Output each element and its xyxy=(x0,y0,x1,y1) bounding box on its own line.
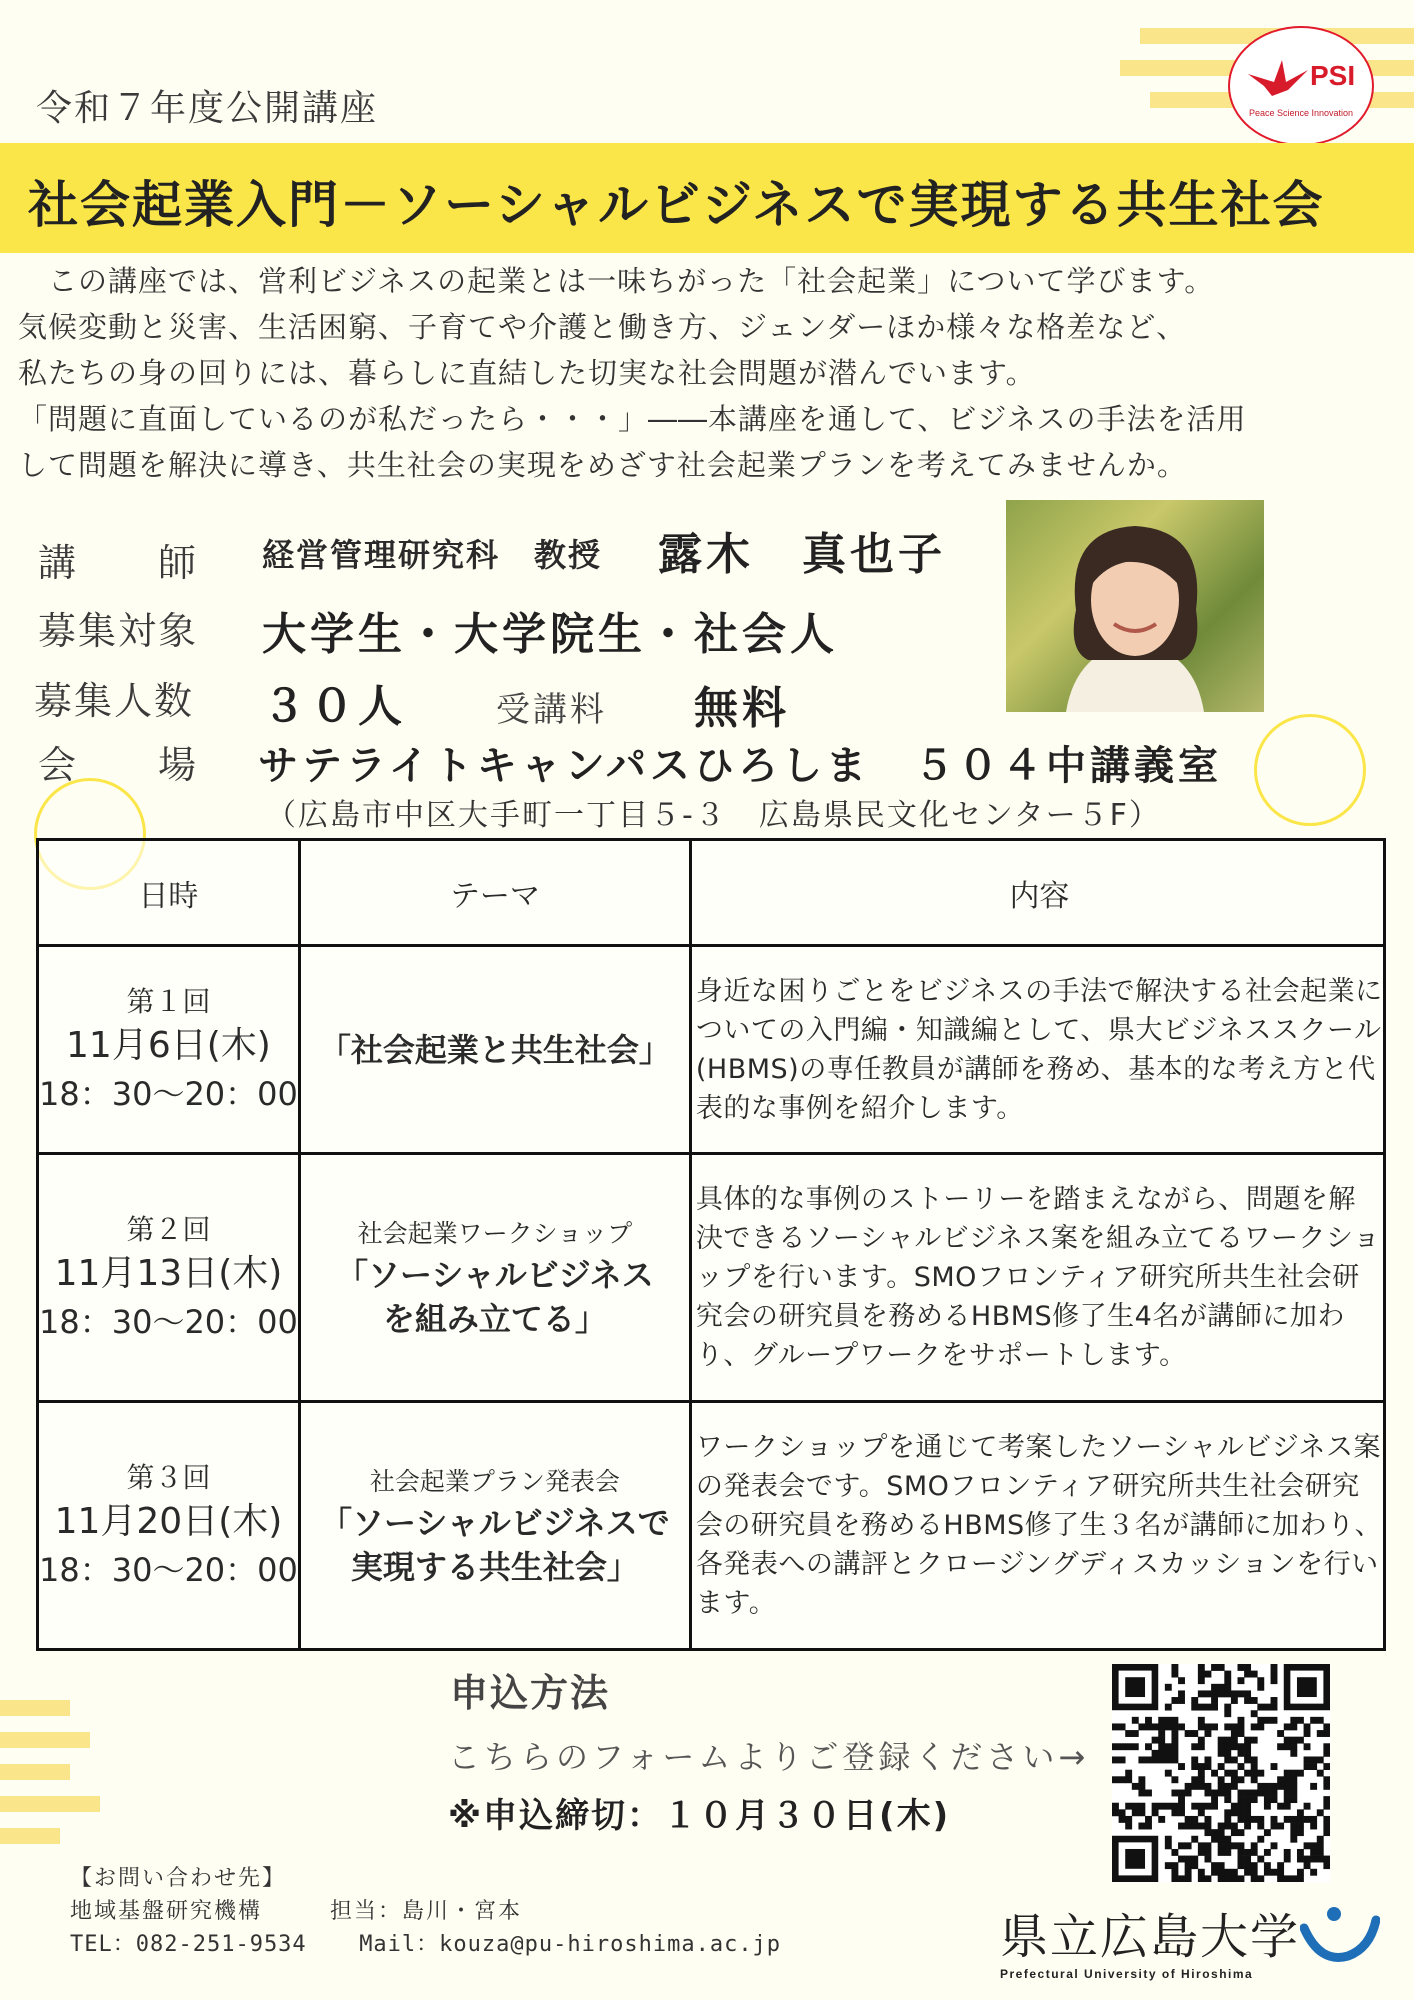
registration-qr-code[interactable] xyxy=(1112,1664,1330,1882)
session-theme-cell xyxy=(299,946,690,1154)
university-name-en: Prefectural University of Hiroshima xyxy=(1000,1967,1254,1981)
session-theme-sub: 社会起業プラン発表会 xyxy=(369,1466,620,1496)
portrait-image xyxy=(1006,500,1264,712)
intro-line: 気候変動と災害、生活困窮、子育てや介護と働き方、ジェンダーほか様々な格差など、 xyxy=(18,310,1187,344)
schedule-table xyxy=(36,838,1386,1651)
venue-label: 会 場 xyxy=(38,743,199,787)
intro-line: 「問題に直面しているのが私だったら・・・」――本講座を通して、ビジネスの手法を活用 xyxy=(18,402,1247,436)
apply-instruction: こちらのフォームよりご登録ください→ xyxy=(448,1738,1090,1776)
target-value: 大学生・大学院生・社会人 xyxy=(262,609,838,660)
session-description: 身近な困りごとをビジネスの手法で解決する社会起業についての入門編・知識編として、県大ビジネススクール(HBMS)の専任教員が講師を務め、基本的な考え方と代表的な事例を紹介します。 xyxy=(695,975,1383,1124)
university-name-jp: 県立広島大学 xyxy=(1000,1909,1301,1965)
lecturer-photo xyxy=(1006,500,1264,712)
capacity-value: ３０人 xyxy=(262,681,406,732)
university-logo xyxy=(1000,1898,1300,1981)
session-datetime-cell xyxy=(38,1154,300,1402)
lecturer-label: 講 師 xyxy=(38,541,199,585)
contact-org-line xyxy=(70,1895,781,1928)
contact-heading: 【お問い合わせ先】 xyxy=(70,1866,287,1891)
session-description-cell xyxy=(690,1402,1384,1650)
session-number: 第３回 xyxy=(126,1460,211,1494)
session-theme-cell xyxy=(299,1402,690,1650)
intro-text xyxy=(18,258,1398,488)
lecturer-name: 露木 真也子 xyxy=(658,529,946,580)
session-description-cell xyxy=(690,946,1384,1154)
session-description: 具体的な事例のストーリーを踏まえながら、問題を解決できるソーシャルビジネス案を組み立てるワークショップを行います。SMOフロンティア研究所共生社会研究会の研究員を務めるHBMS修了生4名が講師に加わり、グループワークをサポートします。 xyxy=(695,1184,1381,1371)
session-date: 11月6日(木) xyxy=(66,1024,271,1066)
page-title: 社会起業入門－ソーシャルビジネスで実現する共生社会 xyxy=(28,176,1325,234)
session-number: 第１回 xyxy=(126,984,211,1018)
table-row xyxy=(38,1402,1385,1650)
header-content: 内容 xyxy=(690,840,1384,946)
session-time: 18：30～20：00 xyxy=(39,1550,298,1589)
psi-logo xyxy=(1228,26,1374,146)
session-datetime-cell xyxy=(38,1402,300,1650)
venue-address: （広島市中区大手町一丁目５-３ 広島県民文化センター５F） xyxy=(266,798,1161,833)
contact-line xyxy=(70,1928,781,1961)
session-theme: 「社会起業と共生社会」 xyxy=(318,1030,671,1069)
contact-info xyxy=(70,1862,781,1961)
intro-line: この講座では、営利ビジネスの起業とは一味ちがった「社会起業」について学びます。 xyxy=(18,264,1215,298)
decorative-circle-right xyxy=(1254,714,1366,826)
venue-value: サテライトキャンパスひろしま ５０４中講義室 xyxy=(258,743,1222,789)
title-banner xyxy=(0,143,1414,253)
table-row xyxy=(38,1154,1385,1402)
logo-text: PSI xyxy=(1310,60,1356,91)
header-datetime: 日時 xyxy=(38,840,300,946)
session-theme: 「ソーシャルビジネスを組み立てる」 xyxy=(336,1255,654,1338)
fee-value: 無料 xyxy=(694,683,790,734)
university-emblem-icon xyxy=(1300,1900,1380,1970)
session-theme-sub: 社会起業ワークショップ xyxy=(357,1218,633,1248)
lecturer-affiliation: 経営管理研究科 教授 xyxy=(262,536,603,574)
table-row xyxy=(38,946,1385,1154)
logo-subtext: Peace Science Innovation xyxy=(1248,108,1354,118)
intro-line: して問題を解決に導き、共生社会の実現をめざす社会起業プランを考えてみませんか。 xyxy=(18,448,1187,482)
contact-org: 地域基盤研究機構 xyxy=(70,1899,263,1924)
session-description-cell xyxy=(690,1154,1384,1402)
session-theme-cell xyxy=(299,1154,690,1402)
apply-heading: 申込方法 xyxy=(450,1671,611,1715)
table-header-row xyxy=(38,840,1385,946)
course-subtitle: 令和７年度公開講座 xyxy=(36,88,379,129)
session-description: ワークショップを通じて考案したソーシャルビジネス案の発表会です。SMOフロンティア研究所共生社会研究会の研究員を務めるHBMS修了生３名が講師に加わり、各発表への講評とクロージングディスカッションを行います。 xyxy=(695,1432,1383,1619)
session-datetime-cell xyxy=(38,946,300,1154)
session-time: 18：30～20：00 xyxy=(39,1074,298,1113)
session-time: 18：30～20：00 xyxy=(39,1302,298,1341)
qr-code-icon xyxy=(1112,1664,1330,1882)
capacity-label: 募集人数 xyxy=(34,679,195,723)
contact-mail[interactable]: Mail：kouza@pu-hiroshima.ac.jp xyxy=(359,1932,782,1957)
fee-label: 受講料 xyxy=(496,690,607,730)
session-date: 11月13日(木) xyxy=(54,1252,283,1294)
contact-person: 担当：島川・宮本 xyxy=(330,1899,523,1924)
intro-line: 私たちの身の回りには、暮らしに直結した切実な社会問題が潜んでいます。 xyxy=(18,356,1036,390)
target-label: 募集対象 xyxy=(38,609,199,653)
paper-crane-icon xyxy=(1248,56,1308,100)
header-theme: テーマ xyxy=(299,840,690,946)
session-date: 11月20日(木) xyxy=(54,1500,283,1542)
contact-phone: TEL：082-251-9534 xyxy=(70,1932,307,1957)
apply-deadline: ※申込締切：１０月３０日(木) xyxy=(448,1796,951,1836)
session-theme: 「ソーシャルビジネスで実現する共生社会」 xyxy=(320,1503,670,1586)
session-number: 第２回 xyxy=(126,1212,211,1246)
